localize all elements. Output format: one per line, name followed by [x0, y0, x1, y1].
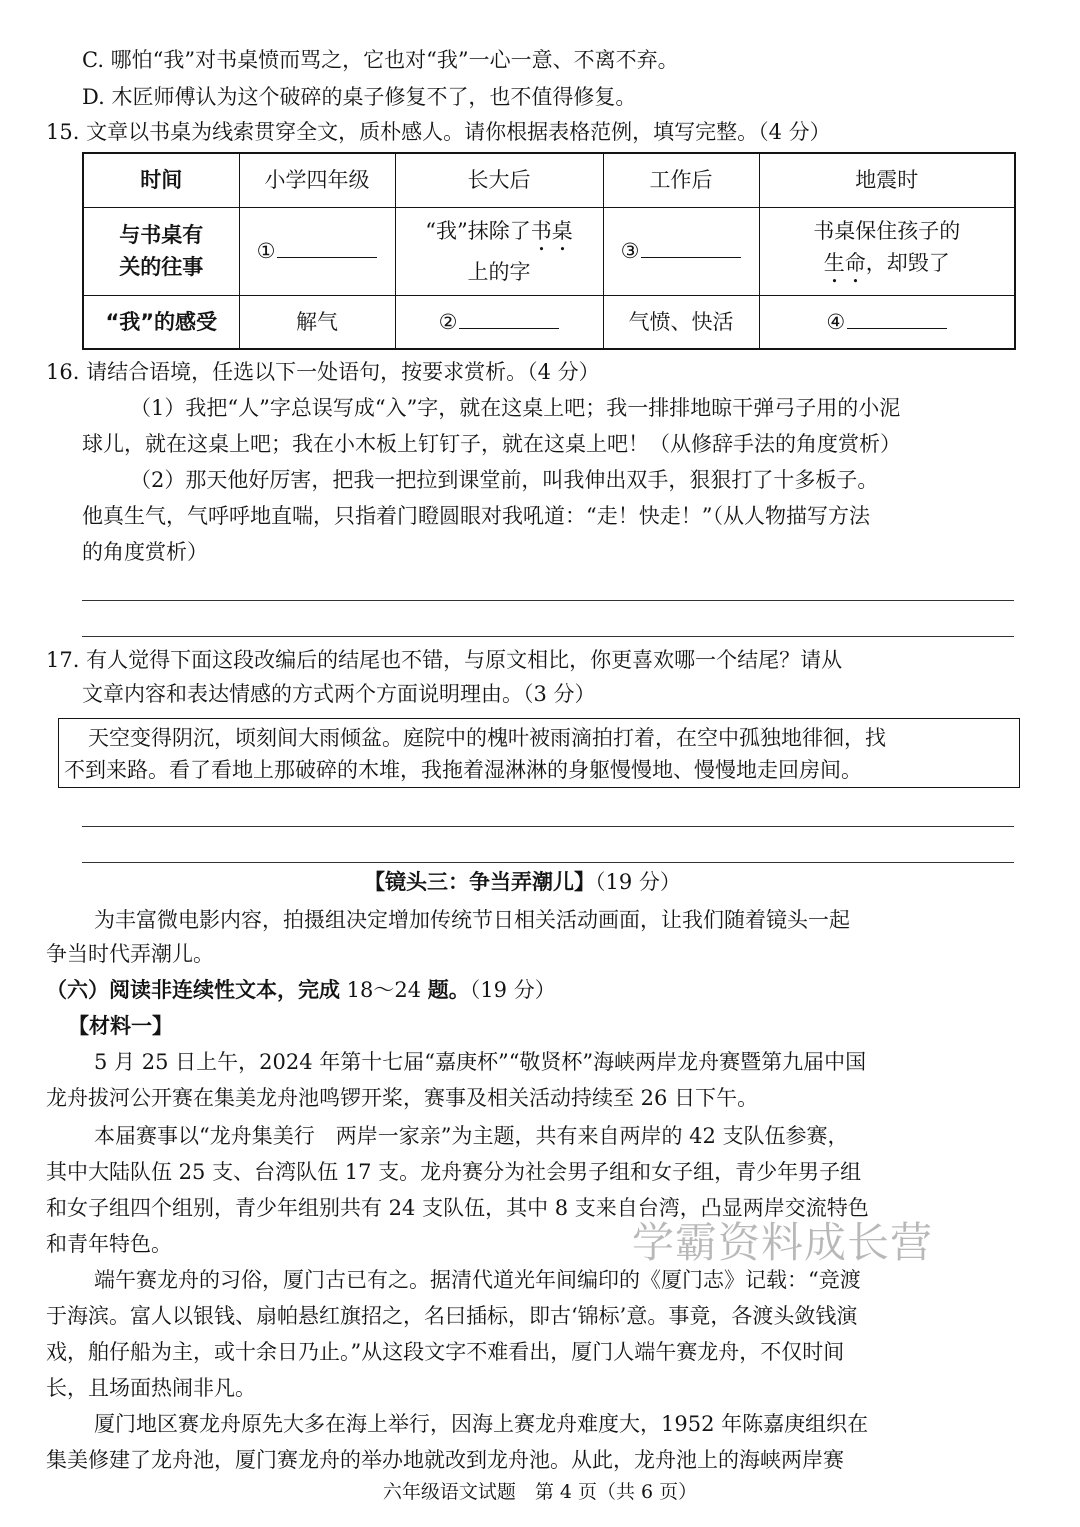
table-row-feeling [83, 295, 1015, 349]
m1-p1-line2: 龙舟拔河公开赛在集美龙舟池鸣锣开桨，赛事及相关活动持续至 26 日下午。 [46, 1086, 759, 1110]
watermark: 学霸资料成长营 [632, 1218, 934, 1267]
q14-option-c: C. 哪怕“我”对书桌愤而骂之，它也对“我”一心一意、不离不弃。 [82, 48, 679, 72]
m1-p3-line2: 于海滨。富人以银钱、扇帕悬红旗招之，名曰插标，即古‘锦标’意。事竟，各渡头敛钱演 [46, 1304, 858, 1328]
q17-quote-line2: 不到来路。看了看地上那破碎的木堆，我拖着湿淋淋的身躯慢慢地、慢慢地走回房间。 [64, 758, 862, 782]
answer-blank-2[interactable] [459, 306, 559, 329]
table-row-event [83, 207, 1015, 295]
q17-quote-line1: 天空变得阴沉，顷刻间大雨倾盆。庭院中的槐叶被雨滴拍打着，在空中孤独地徘徊，找 [88, 726, 886, 750]
table-header-row [83, 153, 1015, 207]
m1-p3-line3: 戏，舶仔船为主，或十余日乃止。”从这段文字不难看出，厦门人端午赛龙舟，不仅时间 [46, 1340, 845, 1364]
m1-p2-line4: 和青年特色。 [46, 1232, 172, 1256]
header-time: 时间 [83, 153, 239, 207]
m1-p4-line2: 集美修建了龙舟池，厦门赛龙舟的举办地就改到龙舟池。从此，龙舟池上的海峡两岸赛 [46, 1448, 844, 1472]
header-earthquake: 地震时 [759, 153, 1015, 207]
m1-p4-line1: 厦门地区赛龙舟原先大多在海上举行，因海上赛龙舟难度大，1952 年陈嘉庚组织在 [94, 1412, 869, 1436]
q16-passage2-line3: 的角度赏析） [82, 540, 208, 564]
scene3-heading: 【镜头三：争当弄潮儿】（19 分） [364, 870, 681, 894]
header-after-work: 工作后 [603, 153, 759, 207]
header-grown-up: 长大后 [395, 153, 603, 207]
m1-p3-line4: 长，且场面热闹非凡。 [46, 1376, 256, 1400]
answer-blank-3[interactable] [641, 235, 741, 258]
feel-cell-3: 气愤、快活 [603, 295, 759, 349]
m1-p2-line3: 和女子组四个组别，青少年组别共有 24 支队伍，其中 8 支来自台湾，凸显两岸交流特色 [46, 1196, 869, 1220]
row-label-feeling: “我”的感受 [83, 295, 239, 349]
page-footer: 六年级语文试题 第 4 页（共 6 页） [382, 1481, 698, 1503]
m1-p2-line1: 本届赛事以“龙舟集美行 两岸一家亲”为主题，共有来自两岸的 42 支队伍参赛， [94, 1124, 849, 1148]
event-cell-1: ① [239, 207, 395, 295]
q16-passage2-line2: 他真生气，气呼呼地直喘，只指着门瞪圆眼对我吼道：“走！快走！”（从人物描写方法 [82, 504, 870, 528]
q16-stem: 16. 请结合语境，任选以下一处语句，按要求赏析。（4 分） [46, 360, 600, 384]
q15-table [82, 152, 1016, 350]
answer-blank-4[interactable] [847, 306, 947, 329]
answer-line[interactable] [82, 636, 1014, 637]
q15-stem: 15. 文章以书桌为线索贯穿全文，质朴感人。请你根据表格范例，填写完整。（4 分） [46, 120, 831, 144]
scene3-intro-line1: 为丰富微电影内容，拍摄组决定增加传统节日相关活动画面，让我们随着镜头一起 [94, 908, 850, 932]
event-cell-4: 书桌保住孩子的 生命，却毁了 [759, 207, 1015, 295]
scene3-intro-line2: 争当时代弄潮儿。 [46, 942, 214, 966]
answer-blank-1[interactable] [277, 235, 377, 258]
section6-heading: （六）阅读非连续性文本，完成 18～24 题。（19 分） [46, 978, 556, 1002]
q16-passage2-line1: （2）那天他好厉害，把我一把拉到课堂前，叫我伸出双手，狠狠打了十多板子。 [130, 468, 879, 492]
q14-option-d: D. 木匠师傅认为这个破碎的桌子修复不了，也不值得修复。 [82, 85, 637, 109]
q16-passage1-line2: 球儿，就在这桌上吧；我在小木板上钉钉子，就在这桌上吧！（从修辞手法的角度赏析） [82, 432, 901, 456]
answer-line[interactable] [82, 600, 1014, 601]
event-cell-2: “我”抹除了书桌 上的字 [395, 207, 603, 295]
m1-p2-line2: 其中大陆队伍 25 支、台湾队伍 17 支。龙舟赛分为社会男子组和女子组，青少年男子组 [46, 1160, 862, 1184]
event-cell-3: ③ [603, 207, 759, 295]
feel-cell-4: ④ [759, 295, 1015, 349]
material-one-label: 【材料一】 [68, 1014, 173, 1038]
m1-p3-line1: 端午赛龙舟的习俗，厦门古已有之。据清代道光年间编印的《厦门志》记载：“竞渡 [94, 1268, 861, 1292]
answer-line[interactable] [82, 862, 1014, 863]
header-grade4: 小学四年级 [239, 153, 395, 207]
row-label-event: 与书桌有 关的往事 [83, 207, 239, 295]
q17-stem-line2: 文章内容和表达情感的方式两个方面说明理由。（3 分） [82, 682, 596, 706]
feel-cell-1: 解气 [239, 295, 395, 349]
feel-cell-2: ② [395, 295, 603, 349]
q17-stem-line1: 17. 有人觉得下面这段改编后的结尾也不错，与原文相比，你更喜欢哪一个结尾？请从 [46, 648, 843, 672]
m1-p1-line1: 5 月 25 日上午，2024 年第十七届“嘉庚杯”“敬贤杯”海峡两岸龙舟赛暨第九届中国 [94, 1050, 867, 1074]
q16-passage1-line1: （1）我把“人”字总误写成“入”字，就在这桌上吧；我一排排地晾干弹弓子用的小泥 [130, 396, 901, 420]
answer-line[interactable] [82, 826, 1014, 827]
